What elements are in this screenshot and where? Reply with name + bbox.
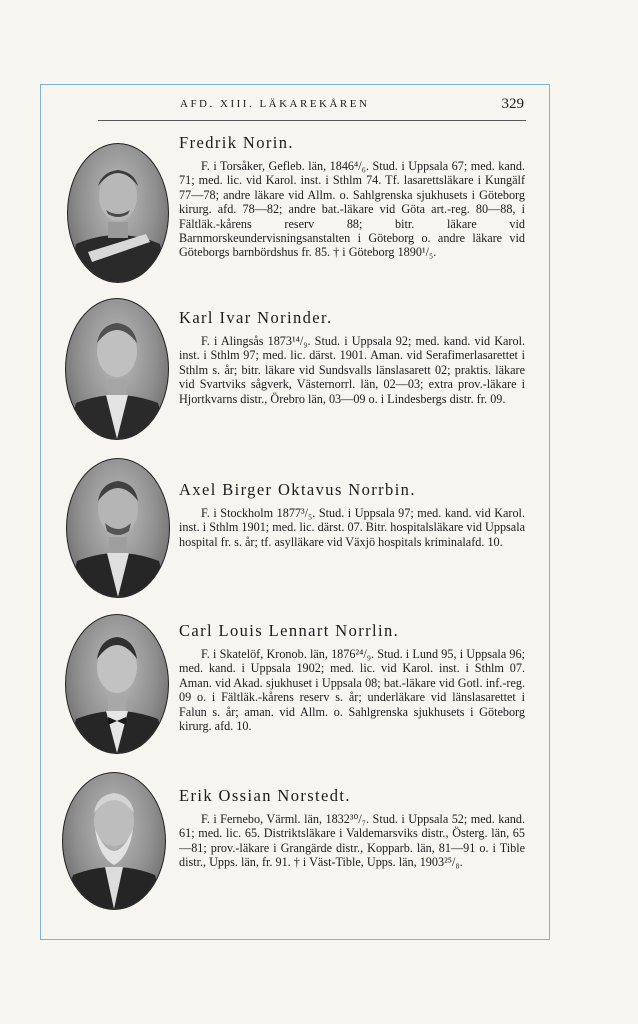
entry-text	[179, 480, 525, 549]
portrait-photo	[62, 772, 166, 910]
biography-text: F. i Skatelöf, Kronob. län, 1876²⁴/₉. Stud. i Lund 95, i Uppsala 96; med. kand. i Uppsala 1902; med. lic. vid Karol. inst. i Sthlm 07. Aman. vid Akad. sjukhuset i Uppsala 08; bat.-läkare vid Gotl. inf.-reg. 09 o. i Fältläk.-kårens reserv s. år; underläkare vid länslasarettet i Falun s. år; aman. vid Allm. o. Sahlgrenska sjukhusets i Göteborg kirurg. afd. 10.	[179, 647, 525, 734]
person-name: Carl Louis Lennart Norrlin.	[179, 621, 400, 640]
person-name: Erik Ossian Norstedt.	[179, 786, 351, 805]
biography-text: F. i Stockholm 1877³/₅. Stud. i Uppsala 97; med. kand. vid Karol. inst. i Sthlm 1901; med. lic. därst. 07. Bitr. hospitalsläkare vid Uppsala hospital fr. s. år; tf. asylläkare vid Växjö hospitals kriminalafd. 10.	[179, 506, 525, 549]
entry-text	[179, 621, 525, 733]
person-name: Fredrik Norin.	[179, 133, 294, 152]
portrait-figure	[63, 773, 165, 909]
running-title: AFD. XIII. LÄKAREKÅREN	[180, 98, 370, 110]
portrait-figure	[66, 299, 168, 439]
biography-text: F. i Fernebo, Värml. län, 1832³⁰/₇. Stud. i Uppsala 52; med. kand. 61; med. lic. 65. Distriktsläkare i Valdemarsviks distr., Österg. län, 65—81; prov.-läkare i Grangärde distr., Kopparb. län, 81—91 o. i Tible distr., Upps. län, fr. 91. † i Väst-Tible, Upps. län, 1903²⁵/₈.	[179, 812, 525, 870]
portrait-photo	[67, 143, 169, 283]
portrait-figure	[67, 459, 169, 597]
entry-text	[179, 308, 525, 406]
running-header	[98, 98, 526, 121]
portrait-figure	[66, 615, 168, 753]
portrait-photo	[65, 298, 169, 440]
person-name: Karl Ivar Norinder.	[179, 308, 333, 327]
person-name: Axel Birger Oktavus Norrbin.	[179, 480, 416, 499]
portrait-photo	[65, 614, 169, 754]
entry-text	[179, 133, 525, 260]
biography-text: F. i Alingsås 1873¹⁴/₉. Stud. i Uppsala 92; med. kand. vid Karol. inst. i Sthlm 97; med. lic. därst. 1901. Aman. vid Serafimerlasarettet i Sthlm s. år; bitr. läkare vid Sundsvalls länslasarett 02; praktis. läkare vid Svartviks sågverk, Västernorrl. län, 02—03; extra prov.-läkare i Hjortkvarns distr., Örebro län, 03—09 o. i Lindesbergs distr. fr. 09.	[179, 334, 525, 406]
page-number: 329	[501, 96, 524, 112]
biography-text: F. i Torsåker, Gefleb. län, 1846⁴/₆. Stud. i Uppsala 67; med. kand. 71; med. lic. vid Karol. inst. i Sthlm 74. Tf. lasarettsläkare i Kungälf 77—78; andre läkare vid Allm. o. Sahlgrenska sjukhusets i Göteborg kirurg. afd. 78—82; andre bat.-läkare vid Göta art.-reg. 80—88, i Fältläk.-kårens reserv 88; bitr. läkare vid Barnmorskeundervisningsanstalten i Göteborg o. andre läkare vid Göteborgs barnbördshus fr. 85. † i Göteborg 1890¹/₅.	[179, 159, 525, 260]
entry-text	[179, 786, 525, 870]
portrait-photo	[66, 458, 170, 598]
portrait-figure	[68, 144, 168, 282]
